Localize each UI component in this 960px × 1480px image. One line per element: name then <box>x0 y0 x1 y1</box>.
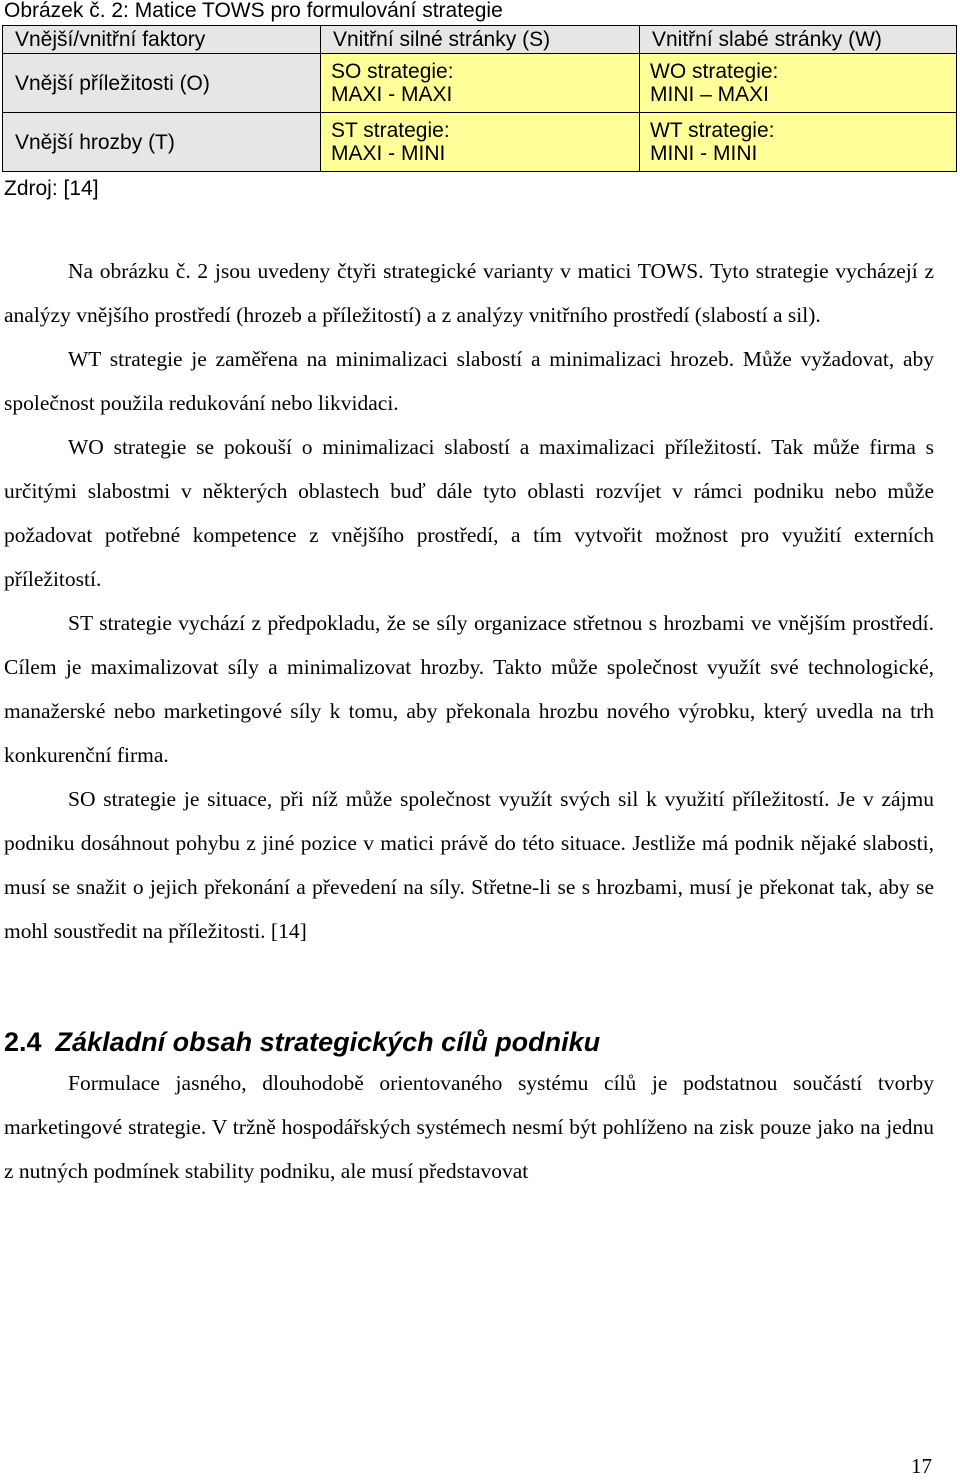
tows-matrix-table <box>2 25 957 172</box>
paragraph: Formulace jasného, dlouhodobě orientovaného systému cílů je podstatnou součástí tvorby marketingové strategie. V tržně hospodářských systémech nesmí být pohlíženo na zisk pouze jako na jednu z nutných podmínek stability podniku, ale musí představovat <box>4 1071 934 1183</box>
cell-wo-title: WO strategie: <box>650 60 779 83</box>
cell-wo-strategy <box>640 54 957 113</box>
cell-st-value: MAXI - MINI <box>331 142 446 165</box>
section-body <box>4 1061 934 1193</box>
table-header-row <box>3 26 957 54</box>
cell-wt-title: WT strategie: <box>650 119 775 142</box>
paragraph: ST strategie vychází z předpokladu, že se síly organizace střetnou s hrozbami ve vnějším prostředí. Cílem je maximalizovat síly a minimalizovat hrozby. Takto může společnost využít své technologické, manažerské nebo marketingové síly k tomu, aby překonala hrozbu nového výrobku, který uvedla na trh konkurenční firma. <box>4 611 934 767</box>
paragraph: WO strategie se pokouší o minimalizaci slabostí a maximalizaci příležitostí. Tak může firma s určitými slabostmi v některých oblastech buď dále tyto oblasti rozvíjet v rámci podniku nebo může požadovat potřebné kompetence z vnějšího prostředí, a tím vytvořit možnost pro využití externích příležitostí. <box>4 435 934 591</box>
cell-so-title: SO strategie: <box>331 60 454 83</box>
paragraph: SO strategie je situace, při níž může společnost využít svých sil k využití příležitostí. Je v zájmu podniku dosáhnout pohybu z jiné pozice v matici právě do této situace. Jestliže má podnik nějaké slabosti, musí se snažit o jejich překonání a převedení na síly. Střetne-li se s hrozbami, musí je překonat tak, aby se mohl soustředit na příležitosti. [14] <box>4 787 934 943</box>
cell-wt-value: MINI - MINI <box>650 142 758 165</box>
section-title: Základní obsah strategických cílů podniku <box>55 1027 601 1057</box>
row-label-opportunities: Vnější příležitosti (O) <box>3 54 321 113</box>
section-number: 2.4 <box>4 1027 42 1057</box>
cell-so-value: MAXI - MAXI <box>331 83 453 106</box>
cell-st-title: ST strategie: <box>331 119 450 142</box>
cell-wo-value: MINI – MAXI <box>650 83 770 106</box>
header-cell-weaknesses: Vnitřní slabé stránky (W) <box>640 26 957 54</box>
cell-wt-strategy <box>640 113 957 172</box>
figure-caption: Obrázek č. 2: Matice TOWS pro formulování strategie <box>4 0 503 22</box>
cell-so-strategy <box>321 54 640 113</box>
paragraph: WT strategie je zaměřena na minimalizaci slabostí a minimalizaci hrozeb. Může vyžadovat, aby společnost použila redukování nebo likvidaci. <box>4 347 934 415</box>
page-number: 17 <box>911 1454 932 1478</box>
table-row-threats <box>3 113 957 172</box>
header-cell-strengths: Vnitřní silné stránky (S) <box>321 26 640 54</box>
paragraph: Na obrázku č. 2 jsou uvedeny čtyři strategické varianty v matici TOWS. Tyto strategie vycházejí z analýzy vnějšího prostředí (hrozeb a příležitostí) a z analýzy vnitřního prostředí (slabostí a sil). <box>4 259 934 327</box>
table-row-opportunities <box>3 54 957 113</box>
row-label-threats: Vnější hrozby (T) <box>3 113 321 172</box>
header-cell-factors: Vnější/vnitřní faktory <box>3 26 321 54</box>
body-text <box>4 249 934 953</box>
section-heading <box>4 1022 600 1062</box>
cell-st-strategy <box>321 113 640 172</box>
source-note: Zdroj: [14] <box>4 177 99 200</box>
